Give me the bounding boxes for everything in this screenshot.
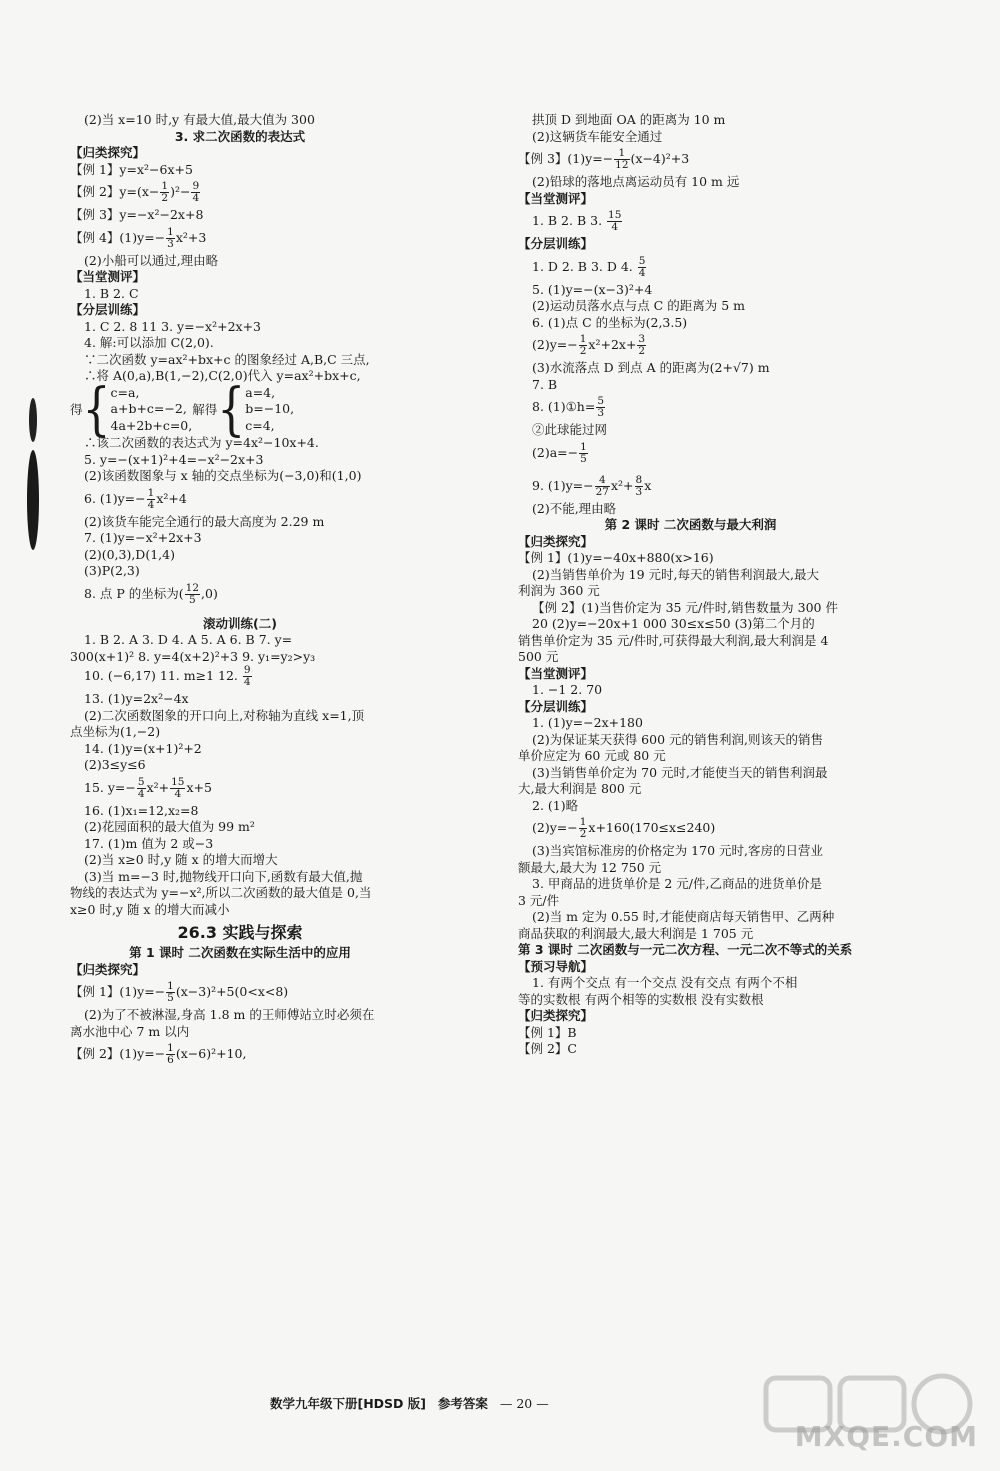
answer-line: [518, 567, 863, 584]
line-text: x²+2x+: [588, 337, 637, 353]
line-text: (3)P(2,3): [84, 563, 140, 579]
line-text: 【例 2】(1)y=−: [70, 1046, 166, 1062]
answer-line: [70, 563, 410, 580]
line-text: 2. (1)略: [532, 797, 579, 813]
fraction-denominator: 2: [161, 192, 169, 205]
line-text: )²−: [170, 184, 191, 200]
line-text: 4. 解:可以添加 C(2,0).: [84, 335, 214, 351]
line-text: 7. (1)y=−x²+2x+3: [84, 530, 202, 546]
right-column: [518, 112, 863, 1058]
answer-line: [70, 253, 410, 270]
line-text: (2)当 x≥0 时,y 随 x 的增大而增大: [84, 852, 278, 868]
fraction-denominator: 4: [174, 787, 182, 800]
answer-line: [518, 732, 863, 749]
section-heading: [70, 616, 410, 633]
line-text: (2)当销售单价为 19 元时,每天的销售利润最大,最大: [532, 566, 820, 582]
fraction-denominator: 4: [638, 266, 646, 279]
answer-line: [70, 1007, 410, 1024]
answer-line: [518, 396, 863, 419]
line-text: 单价应定为 60 元或 80 元: [518, 748, 666, 764]
fraction-denominator: 5: [188, 593, 196, 606]
line-text: (2)运动员落水点与点 C 的距离为 5 m: [532, 298, 745, 314]
line-text: 【例 1】B: [518, 1024, 577, 1040]
fraction-numerator: 9: [192, 180, 200, 192]
line-text: 【分层训练】: [518, 698, 594, 714]
fraction: [638, 256, 647, 279]
line-text: 拱顶 D 到地面 OA 的距离为 10 m: [532, 112, 726, 127]
line-text: (2)不能,理由略: [532, 500, 617, 516]
answer-line: [70, 319, 410, 336]
fraction: [637, 334, 646, 357]
fraction-numerator: 1: [579, 816, 587, 829]
answer-line: [518, 360, 863, 377]
scan-smudge: [26, 380, 40, 560]
line-text: (2)y=−: [532, 820, 578, 836]
line-text: 7. B: [532, 376, 558, 392]
left-column: [70, 112, 410, 1066]
line-text: 3 元/件: [518, 892, 560, 908]
answer-line: [70, 741, 410, 758]
line-text: (3)水流落点 D 到点 A 的距离为(2+√7) m: [532, 360, 770, 376]
line-text: x+160(170≤x≤240): [588, 820, 716, 836]
section-heading: [70, 922, 410, 943]
fraction: [147, 488, 156, 511]
line-text: (2)小船可以通过,理由略: [84, 252, 219, 268]
fraction: [166, 1043, 175, 1066]
answer-line: [518, 422, 863, 439]
answer-line: [70, 227, 410, 250]
section-heading: [70, 269, 410, 286]
footer-label: 参考答案: [437, 1396, 488, 1411]
answer-line: [518, 112, 863, 129]
line-text: 额最大,最大为 12 750 元: [518, 859, 662, 875]
fraction-numerator: 12: [185, 581, 200, 594]
line-text: (2)当 m 定为 0.55 时,才能使商店每天销售甲、乙两种: [532, 909, 835, 925]
line-text: 5. (1)y=−(x−3)²+4: [532, 281, 653, 297]
fraction-denominator: 2: [638, 345, 646, 358]
answer-line: [70, 803, 410, 820]
answer-line: [70, 836, 410, 853]
answer-line: [70, 708, 410, 725]
answer-line: [518, 501, 863, 518]
answer-line: [70, 902, 410, 919]
line-text: 【例 2】(1)当售价定为 35 元/件时,销售数量为 300 件: [532, 599, 838, 615]
fraction: [607, 210, 622, 233]
fraction: [170, 777, 185, 800]
fraction-denominator: 4: [137, 787, 145, 800]
answer-line: [518, 926, 863, 943]
line-text: 500 元: [518, 649, 559, 665]
answer-line: [518, 475, 863, 498]
system-lead: 得: [70, 401, 83, 417]
answer-line: [70, 777, 410, 800]
line-text: 第 3 课时 二次函数与一元二次方程、一元二次不等式的关系: [518, 942, 853, 958]
answer-line: [70, 869, 410, 886]
line-text: x²+: [611, 477, 634, 493]
answer-line: [70, 1024, 410, 1041]
line-text: 【预习导航】: [518, 958, 594, 974]
answer-line: [518, 860, 863, 877]
fraction: [160, 181, 169, 204]
answer-line: [518, 377, 863, 394]
line-text: 9. (1)y=−: [532, 477, 594, 493]
line-text: (3)当 m=−3 时,抛物线开口向下,函数有最大值,抛: [84, 868, 363, 884]
answer-line: [518, 748, 863, 765]
fraction: [579, 334, 588, 357]
answer-line: [70, 649, 410, 666]
line-text: 14. (1)y=(x+1)²+2: [84, 740, 202, 756]
answer-line: [70, 452, 410, 469]
fraction-denominator: 2: [579, 828, 587, 841]
section-heading: [518, 942, 863, 959]
answer-line: [518, 210, 863, 233]
line-text: (3)当宾馆标准房的价格定为 170 元时,客房的日营业: [532, 843, 823, 859]
section-heading: [518, 699, 863, 716]
answer-line: [518, 992, 863, 1009]
answer-line: [518, 315, 863, 332]
answer-line: [70, 181, 410, 204]
answer-line: [518, 843, 863, 860]
fraction-denominator: 4: [243, 676, 251, 689]
answer-line: [518, 616, 863, 633]
answer-line: [70, 488, 410, 511]
left-brace: {: [82, 376, 111, 443]
line-text: 1. B 2. A 3. D 4. A 5. A 6. B 7. y=: [84, 632, 293, 648]
line-text: 1. B 2. C: [84, 285, 139, 301]
answer-line: [518, 765, 863, 782]
line-text: 离水池中心 7 m 以内: [70, 1023, 190, 1039]
answer-line: [70, 335, 410, 352]
line-text: 【例 3】(1)y=−: [518, 151, 614, 167]
line-text: 15. y=−: [84, 779, 136, 795]
section-heading: [518, 666, 863, 683]
line-text: 17. (1)m 值为 2 或−3: [84, 835, 214, 851]
fraction-numerator: 15: [608, 209, 622, 222]
watermark-url: MXQE.COM: [794, 1420, 978, 1453]
section-heading: [518, 959, 863, 976]
line-text: ∴该二次函数的表达式为 y=4x²−10x+4.: [84, 435, 319, 451]
line-text: 滚动训练(二): [203, 615, 277, 631]
answer-line: [70, 632, 410, 649]
line-text: (x−4)²+3: [630, 151, 690, 167]
fraction-numerator: 1: [167, 225, 174, 238]
line-text: 3. 求二次函数的表达式: [174, 128, 306, 144]
line-text: (2)a=−: [532, 444, 579, 460]
line-text: 商品获取的利润最大,最大利润是 1 705 元: [518, 925, 754, 941]
line-text: 1. B 2. B 3.: [532, 213, 607, 229]
line-text: 【分层训练】: [70, 302, 146, 318]
fraction-numerator: 1: [161, 180, 169, 192]
answer-line: [518, 442, 863, 465]
equation: a+b+c=−2,: [110, 401, 187, 417]
fraction-numerator: 5: [597, 395, 605, 408]
line-text: x²+4: [156, 490, 187, 506]
answer-line: [518, 781, 863, 798]
line-text: 1. 有两个交点 有一个交点 没有交点 有两个不相: [532, 975, 798, 991]
line-text: (x−6)²+10,: [175, 1046, 247, 1062]
line-text: 【归类探究】: [70, 961, 146, 977]
fraction-denominator: 12: [615, 159, 629, 172]
fraction: [166, 227, 175, 250]
line-text: 300(x+1)² 8. y=4(x+2)²+3 9. y₁=y₂>y₃: [70, 648, 316, 664]
fraction-numerator: 1: [167, 1042, 174, 1055]
answer-line: [70, 583, 410, 606]
fraction: [166, 981, 175, 1004]
solution: c=4,: [245, 418, 275, 434]
page-footer: [270, 1394, 630, 1412]
line-text: (2)为保证某天获得 600 元的销售利润,则该天的销售: [532, 731, 823, 747]
line-text: ,0): [201, 585, 218, 601]
fraction-numerator: 1: [614, 148, 629, 160]
solution: b=−10,: [245, 401, 295, 417]
line-text: 26.3 实践与探索: [177, 923, 303, 943]
fraction: [579, 442, 588, 465]
equation: c=a,: [110, 384, 140, 400]
line-text: 【归类探究】: [518, 533, 594, 549]
fraction-denominator: 3: [597, 407, 605, 420]
answer-line: [70, 757, 410, 774]
fraction: [185, 583, 200, 606]
line-text: 20 (2)y=−20x+1 000 30≤x≤50 (3)第二个月的: [532, 616, 815, 632]
answer-line: [518, 715, 863, 732]
answer-line: [70, 665, 410, 688]
answer-line: [70, 819, 410, 836]
line-text: 8. (1)①h=: [532, 399, 596, 415]
answer-line: [518, 876, 863, 893]
fraction: [595, 475, 610, 498]
answer-line: [518, 334, 863, 357]
fraction-numerator: 5: [137, 775, 145, 788]
fraction: [635, 475, 644, 498]
section-heading: [518, 236, 863, 253]
line-text: (3)当销售单价定为 70 元时,才能使当天的销售利润最: [532, 764, 828, 780]
fraction: [579, 817, 588, 840]
answer-line: [518, 909, 863, 926]
answer-line: [518, 148, 863, 171]
line-text: 【例 2】y=(x−: [70, 184, 160, 200]
fraction-denominator: 4: [192, 192, 200, 205]
line-text: 1. C 2. 8 11 3. y=−x²+2x+3: [84, 318, 262, 334]
fraction-denominator: 5: [580, 452, 587, 465]
line-text: (2)y=−: [532, 337, 578, 353]
fraction: [614, 148, 629, 171]
answer-line: [518, 682, 863, 699]
line-text: 【归类探究】: [518, 1008, 594, 1024]
line-text: 等的实数根 有两个相等的实数根 没有实数根: [518, 991, 764, 1007]
answer-line: [70, 724, 410, 741]
answer-line: [518, 633, 863, 650]
solve-word: 解得: [192, 401, 218, 417]
section-heading: [70, 962, 410, 979]
fraction-numerator: 15: [171, 775, 185, 788]
section-heading: [70, 945, 410, 962]
line-text: 第 1 课时 二次函数在实际生活中的应用: [129, 945, 351, 961]
fraction-denominator: 3: [635, 485, 643, 498]
line-text: 6. (1)点 C 的坐标为(2,3.5): [532, 314, 688, 330]
section-heading: [70, 302, 410, 319]
line-text: 物线的表达式为 y=−x²,所以二次函数的最大值是 0,当: [70, 885, 372, 901]
line-text: 第 2 课时 二次函数与最大利润: [604, 517, 777, 533]
answer-line: [518, 583, 863, 600]
fraction: [137, 777, 146, 800]
line-text: 【分层训练】: [518, 236, 594, 252]
line-text: (2)该函数图象与 x 轴的交点坐标为(−3,0)和(1,0): [84, 468, 362, 484]
solutions: [245, 385, 294, 436]
line-text: 【例 1】y=x²−6x+5: [70, 161, 193, 177]
answer-line: [70, 530, 410, 547]
line-text: ②此球能过网: [532, 422, 608, 438]
line-text: 【例 2】C: [518, 1041, 577, 1057]
line-text: (2)这辆货车能安全通过: [532, 128, 663, 144]
answer-line: [518, 798, 863, 815]
fraction: [243, 665, 252, 688]
line-text: 【例 4】(1)y=−: [70, 229, 166, 245]
equation: 4a+2b+c=0,: [110, 418, 193, 434]
page-number: — 20 —: [499, 1396, 549, 1411]
answer-line: [70, 207, 410, 224]
line-text: 5. y=−(x+1)²+4=−x²−2x+3: [84, 451, 264, 467]
fraction-denominator: 3: [167, 237, 174, 250]
line-text: 【当堂测评】: [518, 665, 594, 681]
answer-line: [70, 547, 410, 564]
fraction-denominator: 5: [167, 992, 174, 1005]
line-text: (2)铅球的落地点离运动员有 10 m 远: [532, 174, 740, 190]
answer-line: [518, 893, 863, 910]
line-text: (2)当 x=10 时,y 有最大值,最大值为 300: [84, 112, 315, 127]
answer-line: [70, 691, 410, 708]
line-text: 6. (1)y=−: [84, 490, 146, 506]
line-text: 【当堂测评】: [70, 269, 146, 285]
line-text: 大,最大利润是 800 元: [518, 781, 642, 797]
fraction-numerator: 4: [595, 475, 610, 487]
fraction-numerator: 1: [147, 486, 155, 499]
line-text: ∵二次函数 y=ax²+bx+c 的图象经过 A,B,C 三点,: [84, 351, 370, 367]
line-text: ∴将 A(0,a),B(1,−2),C(2,0)代入 y=ax²+bx+c,: [84, 368, 361, 384]
line-text: (2)该货车能完全通行的最大高度为 2.29 m: [84, 513, 325, 529]
line-text: x²+: [146, 779, 170, 795]
line-text: 【当堂测评】: [518, 190, 594, 206]
section-heading: [70, 145, 410, 162]
answer-line: [518, 975, 863, 992]
fraction-denominator: 4: [611, 221, 619, 234]
answer-line: [70, 162, 410, 179]
left-brace: {: [217, 376, 246, 443]
answer-line: [70, 981, 410, 1004]
line-text: 【归类探究】: [70, 145, 146, 160]
fraction-numerator: 1: [580, 440, 587, 453]
line-text: x≥0 时,y 随 x 的增大而减小: [70, 901, 230, 917]
fraction: [191, 181, 200, 204]
answer-line: [518, 174, 863, 191]
answer-line: [70, 885, 410, 902]
answer-line: [518, 1025, 863, 1042]
answer-line: [518, 1041, 863, 1058]
answer-line: [70, 852, 410, 869]
line-text: 【例 3】y=−x²−2x+8: [70, 207, 204, 223]
answer-line: [70, 112, 410, 129]
answer-line: [70, 352, 410, 369]
answer-line: [518, 256, 863, 279]
section-heading: [518, 517, 863, 534]
answer-line: [518, 817, 863, 840]
line-text: 点坐标为(1,−2): [70, 724, 161, 740]
fraction-numerator: 3: [638, 333, 646, 346]
answer-line: [518, 649, 863, 666]
line-text: (2)为了不被淋湿,身高 1.8 m 的王师傅站立时必须在: [84, 1007, 375, 1023]
fraction-denominator: 6: [167, 1054, 174, 1067]
line-text: 10. (−6,17) 11. m≥1 12.: [84, 668, 242, 684]
answer-line: [518, 600, 863, 617]
answer-line: [70, 286, 410, 303]
section-heading: [518, 534, 863, 551]
line-text: (2)二次函数图象的开口向上,对称轴为直线 x=1,顶: [84, 707, 365, 723]
line-text: 1. −1 2. 70: [532, 682, 603, 698]
line-text: 【例 1】(1)y=−40x+880(x>16): [518, 550, 714, 566]
section-heading: [518, 1008, 863, 1025]
line-text: (x−3)²+5(0<x<8): [175, 984, 289, 1000]
answer-line: [70, 1043, 410, 1066]
line-text: x²+3: [175, 229, 207, 245]
solution: a=4,: [245, 384, 276, 400]
fraction-numerator: 5: [638, 254, 646, 267]
footer-subject: 数学九年级下册[HDSD 版]: [270, 1396, 426, 1411]
line-text: 利润为 360 元: [518, 583, 600, 599]
fraction-numerator: 9: [243, 664, 251, 677]
section-heading: [518, 191, 863, 208]
line-text: 3. 甲商品的进货单价是 2 元/件,乙商品的进货单价是: [532, 876, 822, 892]
equations: [111, 385, 193, 436]
answer-line: [70, 468, 410, 485]
fraction: [596, 396, 605, 419]
fraction-denominator: 2: [579, 345, 587, 358]
line-text: 销售单价定为 35 元/件时,可获得最大利润,最大利润是 4: [518, 632, 829, 648]
line-text: 1. D 2. B 3. D 4.: [532, 258, 637, 274]
fraction-numerator: 1: [167, 980, 174, 993]
line-text: 8. 点 P 的坐标为(: [84, 585, 184, 601]
line-text: (2)花园面积的最大值为 99 m²: [84, 819, 255, 835]
answer-line: [518, 129, 863, 146]
fraction-denominator: 4: [147, 498, 155, 511]
line-text: x+5: [186, 779, 212, 795]
section-heading: [70, 129, 410, 146]
line-text: 13. (1)y=2x²−4x: [84, 691, 189, 707]
line-text: (2)(0,3),D(1,4): [84, 546, 175, 562]
line-text: 【例 1】(1)y=−: [70, 984, 166, 1000]
line-text: 16. (1)x₁=12,x₂=8: [84, 802, 199, 818]
answer-line: [518, 282, 863, 299]
fraction-numerator: 1: [579, 333, 587, 346]
fraction-numerator: 8: [635, 473, 643, 486]
line-text: (2)3≤y≤6: [84, 757, 146, 773]
line-text: x: [644, 477, 652, 493]
answer-line: [70, 514, 410, 531]
line-text: 1. (1)y=−2x+180: [532, 715, 643, 731]
answer-line: [518, 550, 863, 567]
answer-line: [518, 298, 863, 315]
fraction-denominator: 27: [595, 485, 609, 498]
